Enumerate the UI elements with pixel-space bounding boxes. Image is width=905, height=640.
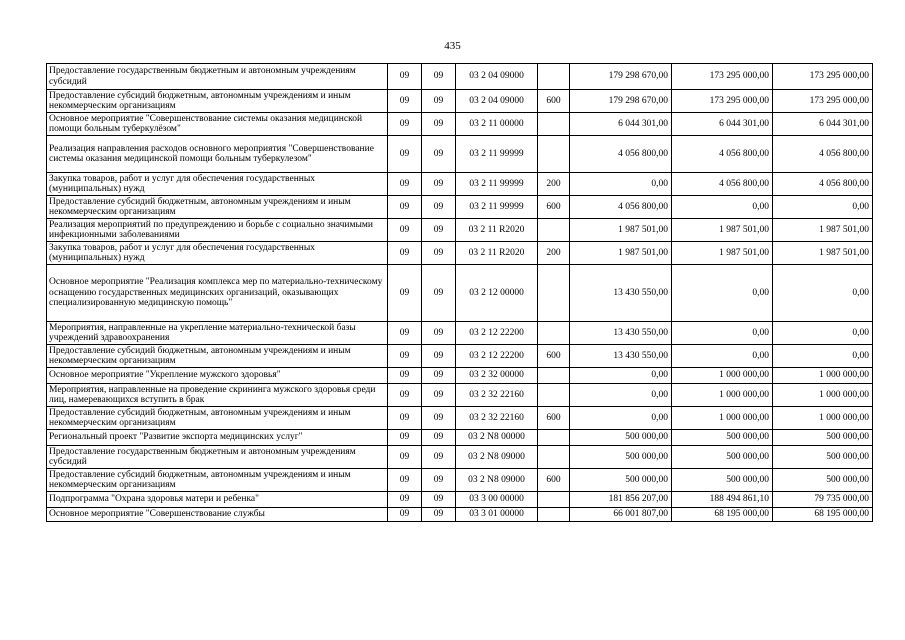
amount-year-3: 4 056 800,00 xyxy=(773,173,873,196)
table-row xyxy=(47,407,873,430)
subsection-code: 09 xyxy=(422,407,456,430)
subsection-code: 09 xyxy=(422,265,456,322)
amount-year-2: 173 295 000,00 xyxy=(672,64,773,90)
amount-year-1: 181 856 207,00 xyxy=(570,492,672,508)
target-article-code: 03 2 N8 00000 xyxy=(456,430,538,446)
amount-year-2: 1 000 000,00 xyxy=(672,384,773,407)
subsection-code: 09 xyxy=(422,242,456,265)
section-code: 09 xyxy=(388,113,422,136)
subsection-code: 09 xyxy=(422,136,456,173)
target-article-code: 03 2 11 R2020 xyxy=(456,219,538,242)
table-row xyxy=(47,368,873,384)
expense-type-code: 600 xyxy=(538,196,570,219)
amount-year-1: 179 298 670,00 xyxy=(570,90,672,113)
expense-type-code xyxy=(538,492,570,508)
amount-year-3: 500 000,00 xyxy=(773,430,873,446)
amount-year-3: 68 195 000,00 xyxy=(773,508,873,522)
amount-year-2: 500 000,00 xyxy=(672,430,773,446)
target-article-code: 03 2 N8 09000 xyxy=(456,469,538,492)
amount-year-3: 500 000,00 xyxy=(773,469,873,492)
row-name: Предоставление субсидий бюджетным, автономным учреждениям и иным некоммерческим организациям xyxy=(47,345,388,368)
amount-year-2: 1 987 501,00 xyxy=(672,219,773,242)
table-row xyxy=(47,446,873,469)
subsection-code: 09 xyxy=(422,469,456,492)
budget-table xyxy=(46,63,873,522)
amount-year-3: 4 056 800,00 xyxy=(773,136,873,173)
table-row xyxy=(47,265,873,322)
section-code: 09 xyxy=(388,196,422,219)
target-article-code: 03 2 11 R2020 xyxy=(456,242,538,265)
expense-type-code xyxy=(538,322,570,345)
expense-type-code: 600 xyxy=(538,469,570,492)
expense-type-code xyxy=(538,219,570,242)
amount-year-2: 1 987 501,00 xyxy=(672,242,773,265)
section-code: 09 xyxy=(388,265,422,322)
subsection-code: 09 xyxy=(422,90,456,113)
row-name: Предоставление субсидий бюджетным, автономным учреждениям и иным некоммерческим организациям xyxy=(47,90,388,113)
section-code: 09 xyxy=(388,492,422,508)
amount-year-3: 173 295 000,00 xyxy=(773,64,873,90)
amount-year-3: 1 987 501,00 xyxy=(773,242,873,265)
page-number: 435 xyxy=(444,40,461,52)
row-name: Предоставление государственным бюджетным и автономным учреждениям субсидий xyxy=(47,64,388,90)
expense-type-code xyxy=(538,136,570,173)
row-name: Реализация направления расходов основного мероприятия "Совершенствование системы оказания медицинской помощи больным туберкулезом" xyxy=(47,136,388,173)
table-row xyxy=(47,173,873,196)
section-code: 09 xyxy=(388,322,422,345)
subsection-code: 09 xyxy=(422,368,456,384)
table-row xyxy=(47,469,873,492)
target-article-code: 03 2 12 22200 xyxy=(456,322,538,345)
amount-year-1: 66 001 807,00 xyxy=(570,508,672,522)
subsection-code: 09 xyxy=(422,430,456,446)
amount-year-2: 0,00 xyxy=(672,196,773,219)
expense-type-code xyxy=(538,64,570,90)
amount-year-1: 13 430 550,00 xyxy=(570,265,672,322)
table-row xyxy=(47,345,873,368)
target-article-code: 03 3 01 00000 xyxy=(456,508,538,522)
amount-year-1: 1 987 501,00 xyxy=(570,242,672,265)
expense-type-code xyxy=(538,113,570,136)
row-name: Закупка товаров, работ и услуг для обеспечения государственных (муниципальных) нужд xyxy=(47,242,388,265)
subsection-code: 09 xyxy=(422,219,456,242)
table-row xyxy=(47,90,873,113)
section-code: 09 xyxy=(388,430,422,446)
amount-year-1: 179 298 670,00 xyxy=(570,64,672,90)
table-row xyxy=(47,508,873,522)
target-article-code: 03 2 12 22200 xyxy=(456,345,538,368)
amount-year-3: 79 735 000,00 xyxy=(773,492,873,508)
row-name: Предоставление государственным бюджетным и автономным учреждениям субсидий xyxy=(47,446,388,469)
target-article-code: 03 2 32 22160 xyxy=(456,407,538,430)
budget-table-body xyxy=(47,64,873,522)
amount-year-2: 1 000 000,00 xyxy=(672,368,773,384)
table-row xyxy=(47,196,873,219)
expense-type-code: 200 xyxy=(538,173,570,196)
subsection-code: 09 xyxy=(422,345,456,368)
row-name: Основное мероприятие "Укрепление мужского здоровья" xyxy=(47,368,388,384)
amount-year-1: 6 044 301,00 xyxy=(570,113,672,136)
amount-year-3: 0,00 xyxy=(773,345,873,368)
section-code: 09 xyxy=(388,446,422,469)
section-code: 09 xyxy=(388,345,422,368)
amount-year-1: 0,00 xyxy=(570,407,672,430)
row-name: Предоставление субсидий бюджетным, автономным учреждениям и иным некоммерческим организациям xyxy=(47,469,388,492)
amount-year-1: 0,00 xyxy=(570,384,672,407)
table-row xyxy=(47,492,873,508)
table-row xyxy=(47,219,873,242)
amount-year-2: 500 000,00 xyxy=(672,446,773,469)
amount-year-1: 0,00 xyxy=(570,173,672,196)
expense-type-code: 600 xyxy=(538,90,570,113)
amount-year-1: 4 056 800,00 xyxy=(570,136,672,173)
target-article-code: 03 2 11 99999 xyxy=(456,136,538,173)
target-article-code: 03 2 N8 09000 xyxy=(456,446,538,469)
amount-year-2: 500 000,00 xyxy=(672,469,773,492)
row-name: Реализация мероприятий по предупреждению и борьбе с социально значимыми инфекционными заболеваниями xyxy=(47,219,388,242)
table-row xyxy=(47,322,873,345)
row-name: Основное мероприятие "Реализация комплекса мер по материально-техническому оснащению государственных медицинских организаций, оказывающих специализированную медицинскую помощь" xyxy=(47,265,388,322)
expense-type-code: 600 xyxy=(538,345,570,368)
amount-year-3: 6 044 301,00 xyxy=(773,113,873,136)
amount-year-2: 68 195 000,00 xyxy=(672,508,773,522)
amount-year-3: 1 000 000,00 xyxy=(773,407,873,430)
table-row xyxy=(47,430,873,446)
subsection-code: 09 xyxy=(422,384,456,407)
row-name: Предоставление субсидий бюджетным, автономным учреждениям и иным некоммерческим организациям xyxy=(47,407,388,430)
amount-year-2: 0,00 xyxy=(672,345,773,368)
amount-year-2: 4 056 800,00 xyxy=(672,136,773,173)
row-name: Мероприятия, направленные на укрепление материально-технической базы учреждений здравоохранения xyxy=(47,322,388,345)
subsection-code: 09 xyxy=(422,492,456,508)
amount-year-1: 0,00 xyxy=(570,368,672,384)
target-article-code: 03 2 11 99999 xyxy=(456,173,538,196)
target-article-code: 03 2 32 22160 xyxy=(456,384,538,407)
amount-year-3: 1 987 501,00 xyxy=(773,219,873,242)
subsection-code: 09 xyxy=(422,322,456,345)
target-article-code: 03 3 00 00000 xyxy=(456,492,538,508)
table-row xyxy=(47,384,873,407)
amount-year-1: 500 000,00 xyxy=(570,446,672,469)
row-name: Основное мероприятие "Совершенствование службы xyxy=(47,508,388,522)
subsection-code: 09 xyxy=(422,173,456,196)
target-article-code: 03 2 11 99999 xyxy=(456,196,538,219)
expense-type-code xyxy=(538,368,570,384)
table-row xyxy=(47,242,873,265)
amount-year-3: 173 295 000,00 xyxy=(773,90,873,113)
subsection-code: 09 xyxy=(422,196,456,219)
amount-year-3: 0,00 xyxy=(773,265,873,322)
section-code: 09 xyxy=(388,90,422,113)
section-code: 09 xyxy=(388,219,422,242)
row-name: Мероприятия, направленные на проведение скрининга мужского здоровья среди лиц, намеревающихся вступить в брак xyxy=(47,384,388,407)
section-code: 09 xyxy=(388,136,422,173)
amount-year-1: 4 056 800,00 xyxy=(570,196,672,219)
expense-type-code xyxy=(538,265,570,322)
expense-type-code xyxy=(538,384,570,407)
section-code: 09 xyxy=(388,469,422,492)
amount-year-3: 0,00 xyxy=(773,196,873,219)
expense-type-code xyxy=(538,508,570,522)
row-name: Предоставление субсидий бюджетным, автономным учреждениям и иным некоммерческим организациям xyxy=(47,196,388,219)
section-code: 09 xyxy=(388,242,422,265)
section-code: 09 xyxy=(388,64,422,90)
section-code: 09 xyxy=(388,368,422,384)
target-article-code: 03 2 12 00000 xyxy=(456,265,538,322)
table-row xyxy=(47,113,873,136)
amount-year-2: 173 295 000,00 xyxy=(672,90,773,113)
target-article-code: 03 2 04 09000 xyxy=(456,64,538,90)
section-code: 09 xyxy=(388,407,422,430)
amount-year-2: 188 494 861,10 xyxy=(672,492,773,508)
amount-year-1: 500 000,00 xyxy=(570,430,672,446)
section-code: 09 xyxy=(388,384,422,407)
subsection-code: 09 xyxy=(422,64,456,90)
amount-year-1: 1 987 501,00 xyxy=(570,219,672,242)
target-article-code: 03 2 04 09000 xyxy=(456,90,538,113)
row-name: Основное мероприятие "Совершенствование системы оказания медицинской помощи больным туберкулёзом" xyxy=(47,113,388,136)
expense-type-code: 200 xyxy=(538,242,570,265)
subsection-code: 09 xyxy=(422,113,456,136)
target-article-code: 03 2 11 00000 xyxy=(456,113,538,136)
row-name: Подпрограмма "Охрана здоровья матери и ребенка" xyxy=(47,492,388,508)
amount-year-2: 6 044 301,00 xyxy=(672,113,773,136)
table-row xyxy=(47,64,873,90)
amount-year-3: 0,00 xyxy=(773,322,873,345)
amount-year-3: 1 000 000,00 xyxy=(773,384,873,407)
section-code: 09 xyxy=(388,173,422,196)
amount-year-1: 500 000,00 xyxy=(570,469,672,492)
row-name: Региональный проект "Развитие экспорта медицинских услуг" xyxy=(47,430,388,446)
amount-year-2: 4 056 800,00 xyxy=(672,173,773,196)
target-article-code: 03 2 32 00000 xyxy=(456,368,538,384)
expense-type-code: 600 xyxy=(538,407,570,430)
amount-year-2: 0,00 xyxy=(672,265,773,322)
subsection-code: 09 xyxy=(422,446,456,469)
amount-year-2: 0,00 xyxy=(672,322,773,345)
section-code: 09 xyxy=(388,508,422,522)
amount-year-3: 1 000 000,00 xyxy=(773,368,873,384)
expense-type-code xyxy=(538,430,570,446)
amount-year-3: 500 000,00 xyxy=(773,446,873,469)
amount-year-1: 13 430 550,00 xyxy=(570,322,672,345)
subsection-code: 09 xyxy=(422,508,456,522)
row-name: Закупка товаров, работ и услуг для обеспечения государственных (муниципальных) нужд xyxy=(47,173,388,196)
expense-type-code xyxy=(538,446,570,469)
amount-year-1: 13 430 550,00 xyxy=(570,345,672,368)
table-row xyxy=(47,136,873,173)
amount-year-2: 1 000 000,00 xyxy=(672,407,773,430)
